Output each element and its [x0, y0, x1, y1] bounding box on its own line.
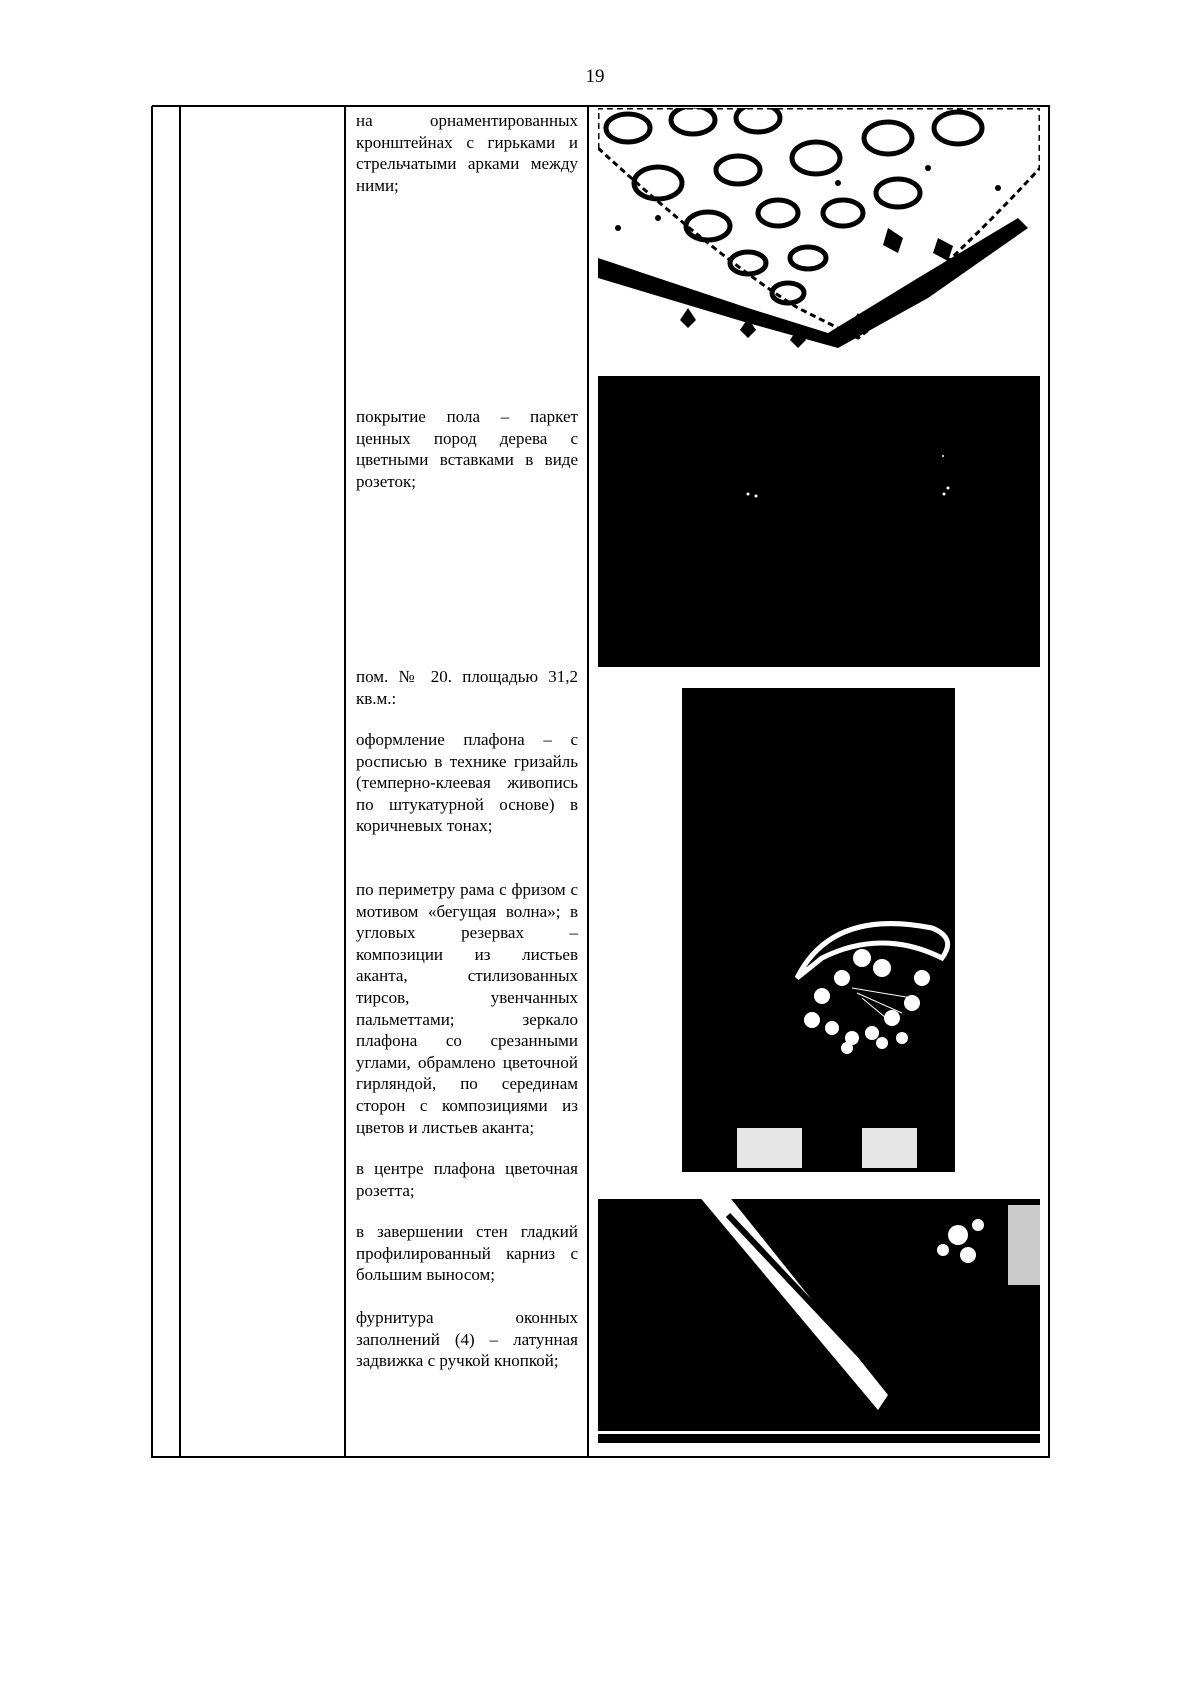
page-number: 19	[585, 66, 605, 87]
description-text: на орнаментированных кронштейнах с гирьками и стрельчатыми арками между ними;	[356, 111, 578, 195]
room-heading: пом. № 20. площадью 31,2 кв.м.:	[356, 667, 578, 708]
photo-window-cornice	[598, 1195, 1040, 1443]
description-text: в центре плафона цветочная розетта;	[356, 1159, 578, 1200]
column-border	[587, 106, 589, 1458]
description-text: покрытие пола – паркет ценных пород дерева с цветными вставками в виде розеток;	[356, 407, 578, 491]
description-text: по периметру рама с фризом с мотивом «бегущая волна»; в угловых резервах – композиции из листьев аканта, стилизованных тирсов, увенчанных пальметтами; зеркало плафона со срезанными углами, обрамлено цветочной гирляндой, по серединам сторон с композициями из цветов и листьев аканта;	[356, 880, 578, 1137]
table-top-border	[152, 105, 1050, 107]
photo-plafond	[682, 688, 955, 1172]
column-border	[344, 106, 346, 1458]
column-border	[151, 106, 153, 1458]
description-text: фурнитура оконных заполнений (4) – латунная задвижка с ручкой кнопкой;	[356, 1308, 578, 1371]
photo-ceiling-ornament	[598, 108, 1040, 358]
description-text: в завершении стен гладкий профилированный карниз с большим выносом;	[356, 1222, 578, 1285]
photo-parquet-floor	[598, 376, 1040, 667]
column-border	[1048, 106, 1050, 1458]
description-text: оформление плафона – с росписью в технике гризайль (темперно-клеевая живопись по штукатурной основе) в коричневых тонах;	[356, 730, 578, 836]
table-bottom-border	[152, 1456, 1050, 1458]
column-border	[179, 106, 181, 1458]
